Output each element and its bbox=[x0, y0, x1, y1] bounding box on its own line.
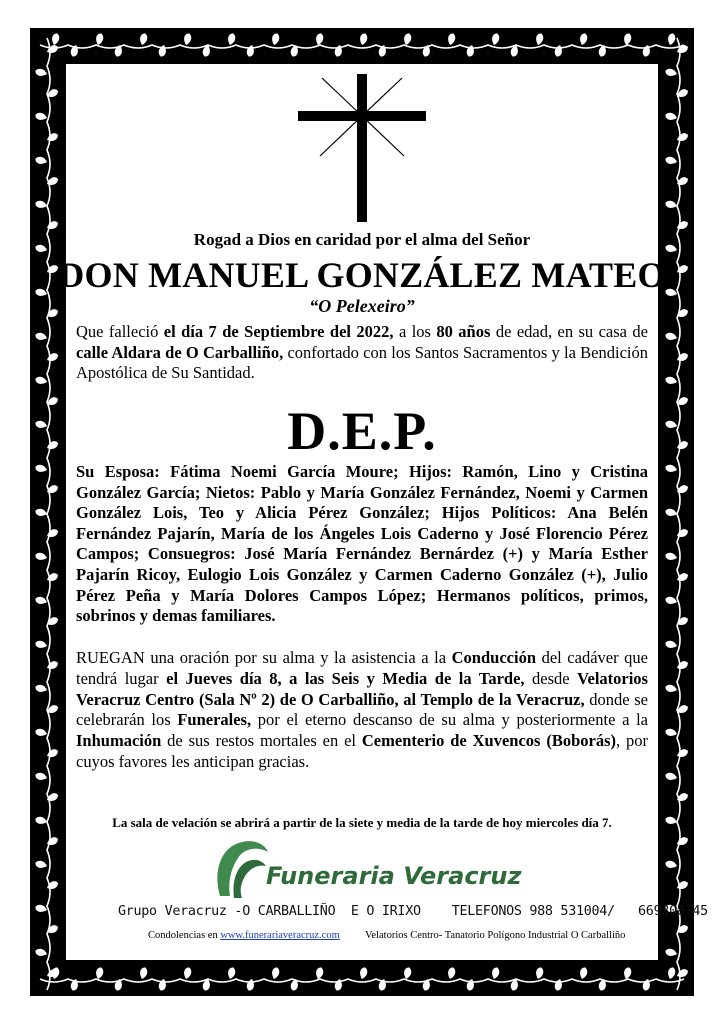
deceased-name: DON MANUEL GONZÁLEZ MATEO bbox=[58, 255, 666, 295]
condolences-line: Condolencias en www.funerariaveracruz.com bbox=[148, 930, 340, 941]
invocation-heading: Rogad a Dios en caridad por el alma del Señor bbox=[193, 230, 531, 249]
death-notice: Que falleció el día 7 de Septiembre del 2022, a los 80 años de edad, en su casa de calle Aldara de O Carballiño, confortado con los Santos Sacramentos y la Bendición Apostólica de Su Santidad. bbox=[76, 322, 648, 382]
cross-icon bbox=[298, 74, 426, 222]
leaf-logo-icon bbox=[214, 838, 270, 900]
funeral-home-brand: Funeraria Veracruz bbox=[266, 862, 522, 890]
funeral-request: RUEGAN una oración por su alma y la asistencia a la Conducción del cadáver que tendrá lugar el Jueves día 8, a las Seis y Media de la Tarde, desde Velatorios Veracruz Centro (Sala Nº 2) de O Carballiño, al Templo de la Veracruz, donde se celebrarán los Funerales, por el eterno descanso de su alma y posteriormente a la Inhumación de sus restos mortales en el Cementerio de Xuvencos (Boborás), por cuyos favores les anticipan gracias. bbox=[76, 648, 649, 771]
contact-line: Grupo Veracruz -O CARBALLIÑO E O IRIXO TELEFONOS 988 531004/ 669308745 bbox=[118, 904, 708, 919]
deceased-nickname: “O Pelexeiro” bbox=[309, 296, 415, 316]
website-link[interactable]: www.funerariaveracruz.com bbox=[220, 930, 340, 941]
family-list: Su Esposa: Fátima Noemi García Moure; Hijos: Ramón, Lino y Cristina González García; Nietos: Pablo y María González Fernández, Noemi y Carmen González Lois, Teo y Alicia Pérez González; Hijos Políticos: Ana Belén Fernández Pajarín, María de los Ángeles Lois Caderno y José Florencio Pérez Campos; Consuegros: José María Fernández Bernárdez (+) y María Esther Pajarín Ricoy, Eulogio Lois González y Carmen Caderno González (+), Julio Pérez Peña y María Dolores Campos López; Hermanos políticos, primos, sobrinos y demas familiares. bbox=[76, 462, 648, 626]
wake-note: La sala de velación se abrirá a partir de la siete y media de la tarde de hoy miercoles día 7. bbox=[112, 815, 612, 830]
dep-title: D.E.P. bbox=[287, 401, 437, 461]
wake-address: Velatorios Centro- Tanatorio Polígono Industrial O Carballiño bbox=[365, 930, 626, 941]
